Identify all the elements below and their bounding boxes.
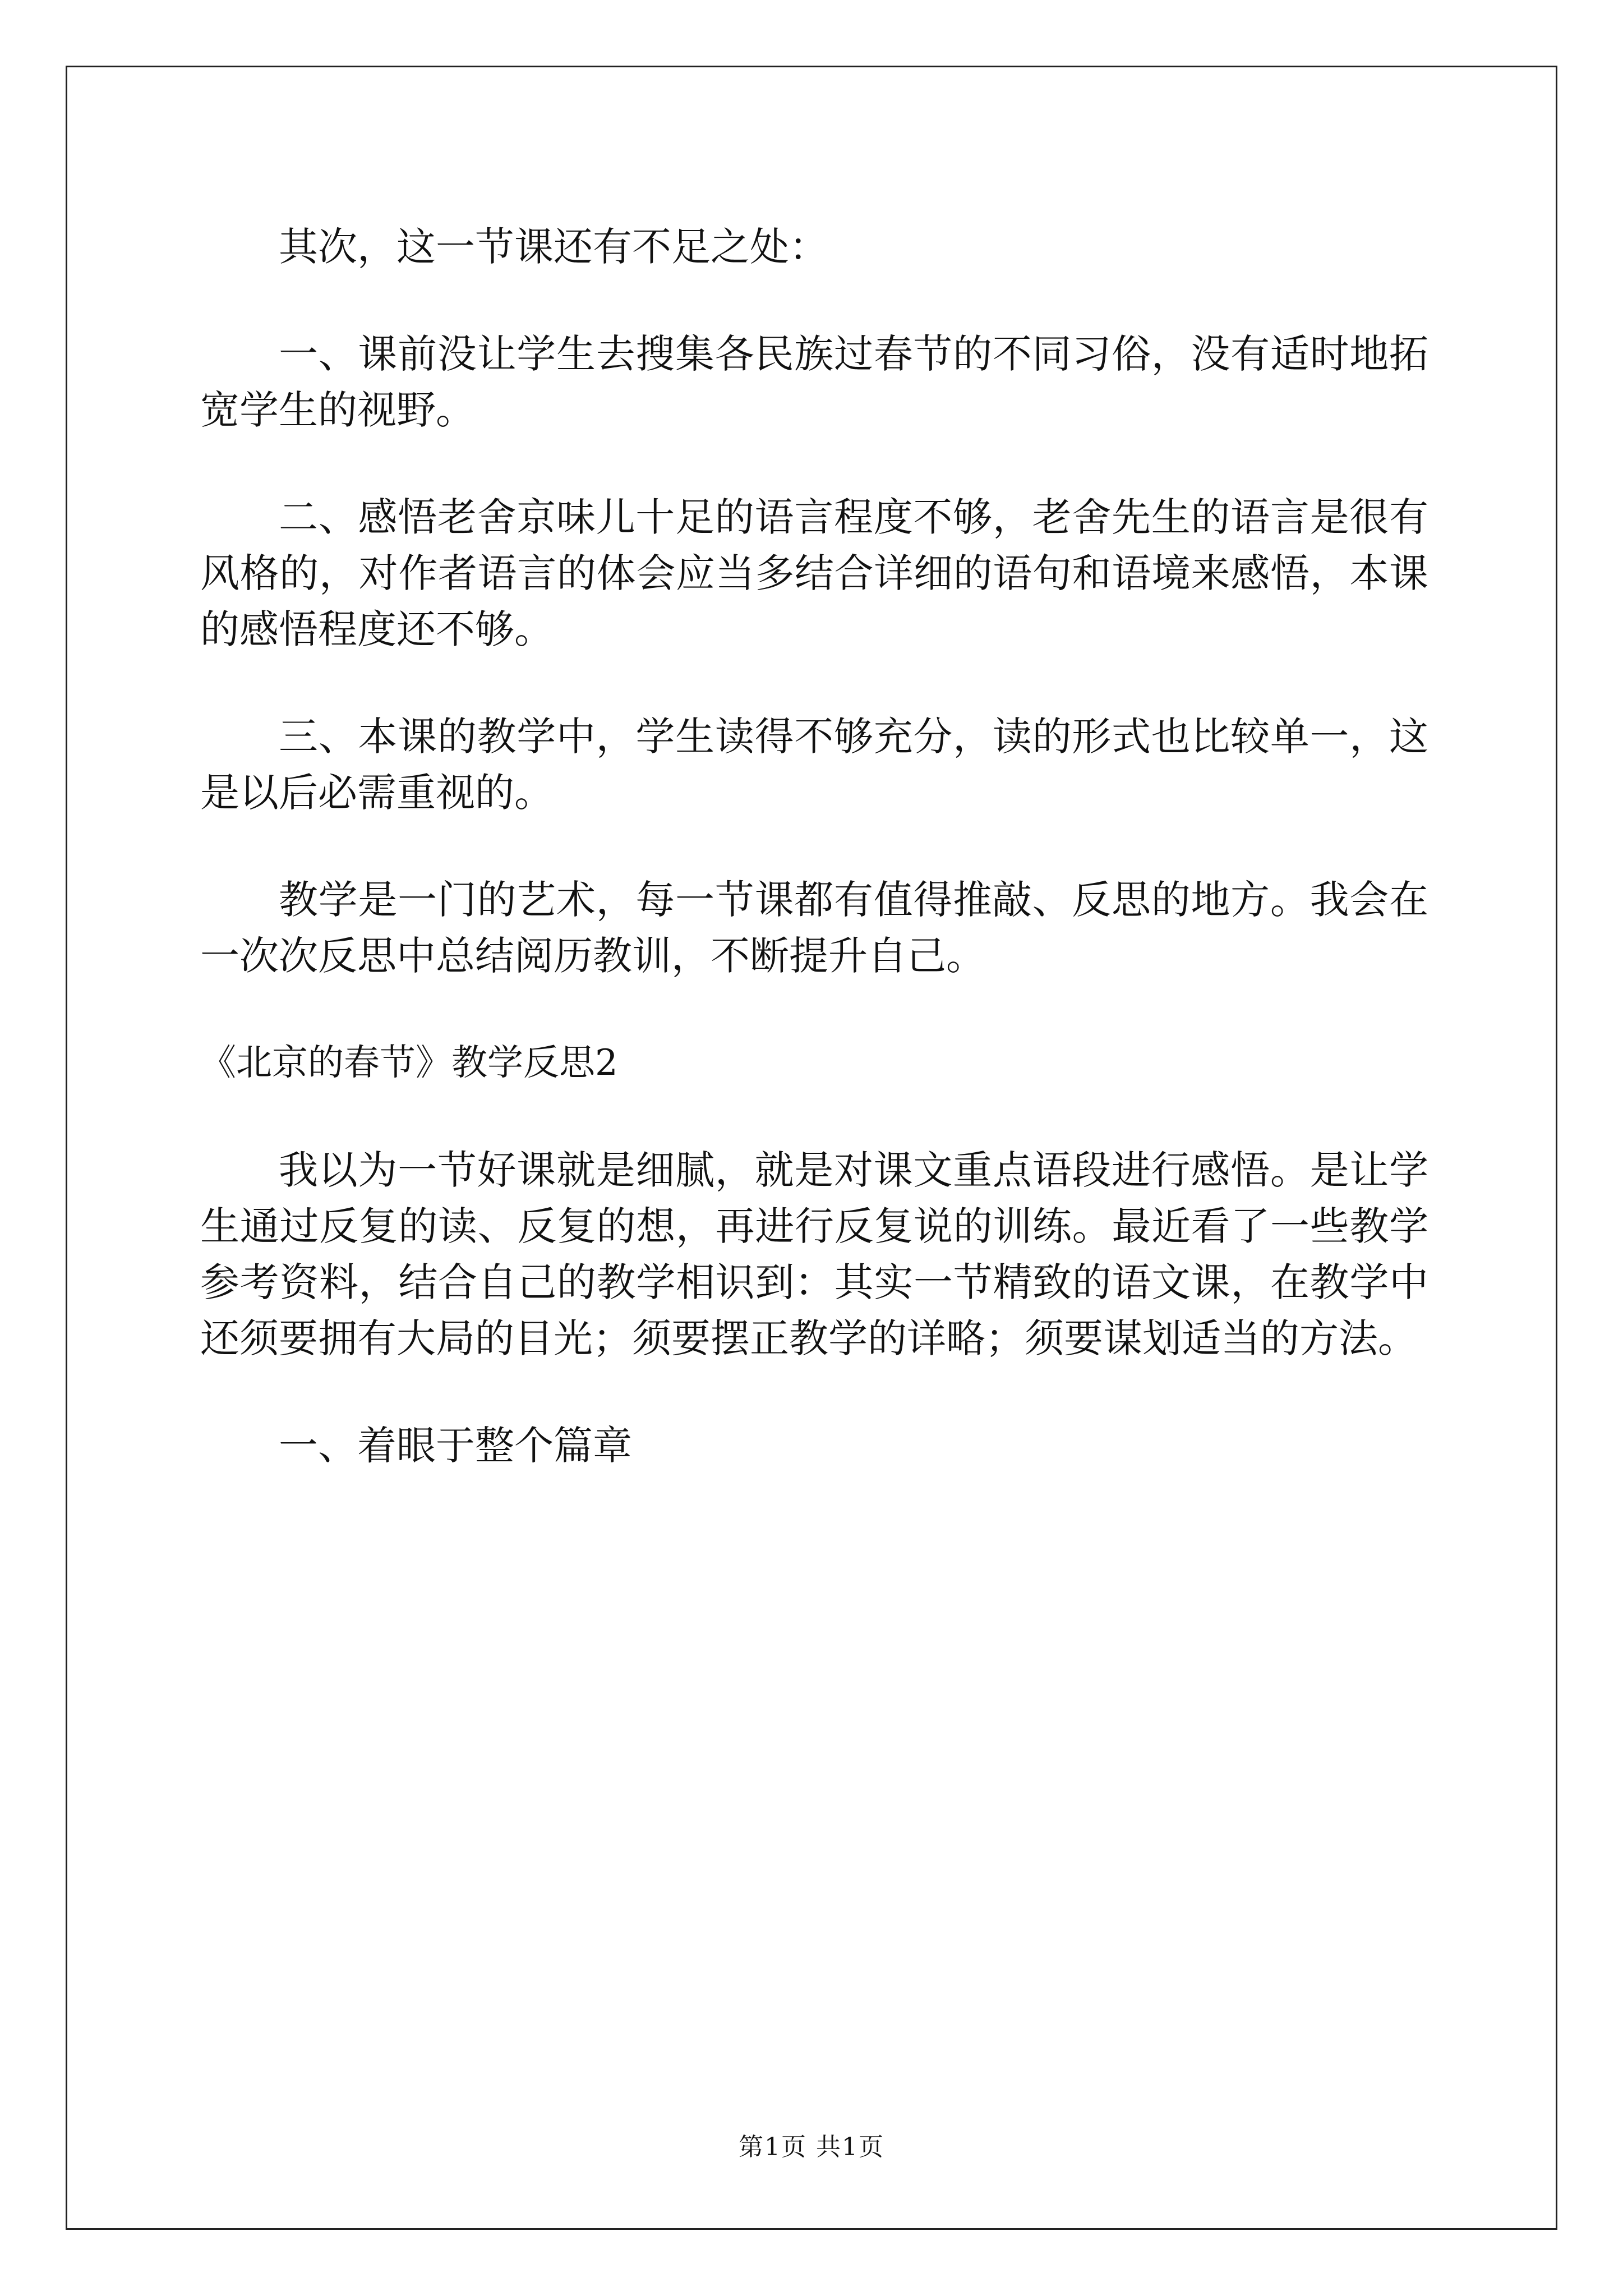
paragraph-6: 我以为一节好课就是细腻，就是对课文重点语段进行感悟。是让学生通过反复的读、反复的想，再进行反复说的训练。最近看了一些教学参考资料，结合自己的教学相识到：其实一节精致的语文课，在教学中还须要拥有大局的目光；须要摆正教学的详略；须要谋划适当的方法。 (200, 1147, 1428, 1361)
paragraph-2: 一、课前没让学生去搜集各民族过春节的不同习俗，没有适时地拓宽学生的视野。 (200, 331, 1428, 433)
paragraph-3: 二、感悟老舍京味儿十足的语言程度不够，老舍先生的语言是很有风格的，对作者语言的体会应当多结合详细的语句和语境来感悟，本课的感悟程度还不够。 (200, 494, 1428, 652)
paragraph-1: 其次，这一节课还有不足之处： (279, 224, 828, 270)
document-body (200, 219, 1428, 1525)
paragraph-5: 教学是一门的艺术，每一节课都有值得推敲、反思的地方。我会在一次次反思中总结阅历教训，不断提升自己。 (200, 877, 1428, 979)
paragraph-7: 一、着眼于整个篇章 (279, 1423, 632, 1469)
section-title: 《北京的春节》教学反思2 (200, 1042, 618, 1084)
paragraph-4: 三、本课的教学中，学生读得不够充分，读的形式也比较单一，这是以后必需重视的。 (200, 714, 1428, 816)
page-footer: 第1页 共1页 (739, 2133, 884, 2161)
